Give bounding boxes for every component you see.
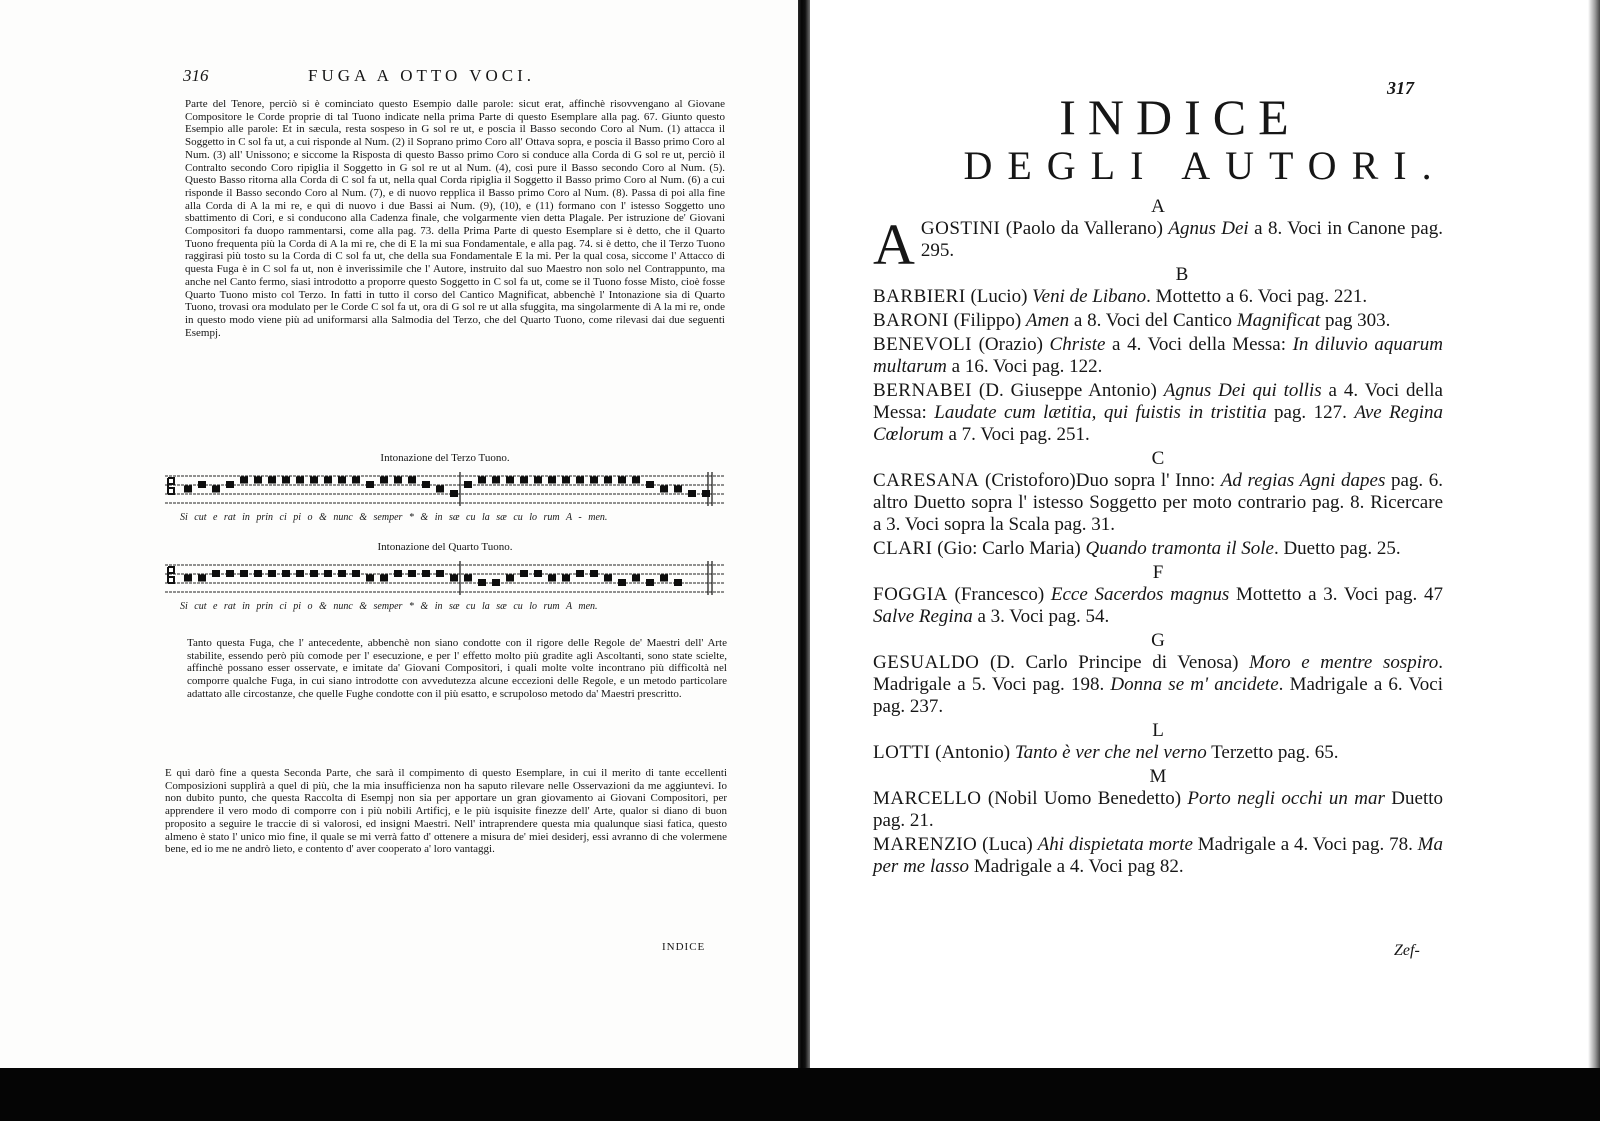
- index-entry: [873, 470, 1443, 536]
- author-detail: (Antonio): [930, 742, 1015, 763]
- work-title: Ecce Sacerdos magnus: [1050, 584, 1230, 605]
- neume-note: [184, 486, 192, 493]
- work-title: Ad regias Agni dapes: [1220, 470, 1386, 491]
- author-name: BARBIERI: [873, 286, 966, 307]
- neume-note: [660, 575, 668, 582]
- chant-example-terzo: [160, 452, 730, 523]
- work-title: Quando tramonta il Sole: [1085, 538, 1274, 559]
- neume-note: [324, 570, 332, 577]
- work-title: Ahi dispietata morte: [1037, 834, 1193, 855]
- drop-cap: A: [873, 212, 915, 277]
- neume-note: [310, 477, 318, 484]
- author-detail: (Orazio): [971, 334, 1050, 355]
- neume-note: [282, 570, 290, 577]
- entry-text: a 16. Voci pag. 122.: [946, 356, 1103, 377]
- work-title: In diluvio aquarum multarum: [873, 334, 1443, 377]
- entry-text: Terzetto pag. 65.: [1206, 742, 1339, 763]
- author-detail: (Filippo): [948, 310, 1026, 331]
- index-section-letter: L: [1152, 720, 1164, 741]
- neume-note: [394, 477, 402, 484]
- author-detail: (Nobil Uomo Benedetto): [981, 788, 1188, 809]
- author-detail: (Gio: Carlo Maria): [932, 538, 1086, 559]
- neume-note: [198, 481, 206, 488]
- book-gutter: [798, 0, 810, 1070]
- neume-note: [436, 570, 444, 577]
- entry-text: . Madrigale a 5. Voci pag. 198.: [873, 652, 1443, 695]
- index-entry: [873, 212, 1443, 277]
- index-section-letter: A: [1151, 196, 1165, 217]
- right-catchword: Zef-: [1394, 942, 1420, 959]
- author-index: [873, 196, 1443, 880]
- neume-note: [394, 570, 402, 577]
- neume-note: [688, 490, 696, 497]
- neume-note: [240, 570, 248, 577]
- index-title: INDICE: [1059, 89, 1301, 145]
- author-name: MARENZIO: [873, 834, 978, 855]
- work-title: Donna se m' ancidete: [1110, 674, 1279, 695]
- neume-note: [506, 575, 514, 582]
- neume-note: [492, 477, 500, 484]
- index-section-letter: M: [1149, 766, 1167, 787]
- index-section-letter: G: [1151, 630, 1165, 651]
- neume-note: [660, 486, 668, 493]
- entry-text: . Mottetto a 6. Voci pag. 221.: [1146, 286, 1368, 307]
- neume-note: [254, 570, 262, 577]
- author-name: GESUALDO: [873, 652, 980, 673]
- neume-note: [212, 486, 220, 493]
- neume-note: [492, 579, 500, 586]
- neume-note: [590, 570, 598, 577]
- neume-note: [366, 575, 374, 582]
- neume-note: [576, 477, 584, 484]
- neume-note: [436, 486, 444, 493]
- work-title: Porto negli occhi un mar: [1187, 788, 1385, 809]
- left-body-text: [185, 98, 725, 339]
- neume-note: [212, 570, 220, 577]
- neume-note: [352, 477, 360, 484]
- chant-lyrics: Si cut e rat in prin ci pi o & nunc & semper * & in sæ cu la sæ cu lo rum A men.: [180, 601, 598, 612]
- neume-note: [632, 477, 640, 484]
- chant-lyrics: Si cut e rat in prin ci pi o & nunc & semper * & in sæ cu la sæ cu lo rum A - men.: [180, 512, 608, 523]
- author-name: BERNABEI: [873, 380, 972, 401]
- work-title: Laudate cum lætitia, qui fuistis in tristitia: [934, 402, 1267, 423]
- left-running-head: [183, 66, 723, 90]
- chant-staff-icon: [160, 559, 730, 599]
- c-clef-icon: [168, 567, 174, 583]
- entry-text: Duetto pag. 21.: [873, 788, 1443, 831]
- neume-note: [408, 477, 416, 484]
- entry-text: Mottetto a 3. Voci pag. 47: [1229, 584, 1443, 605]
- index-entry: [873, 652, 1443, 718]
- chant-caption: Intonazione del Quarto Tuono.: [377, 541, 513, 553]
- author-detail: (Paolo da Vallerano): [1000, 218, 1169, 239]
- index-entry: [873, 380, 1443, 446]
- entry-text: Madrigale a 4. Voci pag 82.: [969, 856, 1184, 877]
- neume-note: [226, 481, 234, 488]
- neume-note: [450, 490, 458, 497]
- index-entry: [873, 286, 1443, 308]
- left-catchword: INDICE: [662, 941, 706, 953]
- neume-note: [268, 477, 276, 484]
- neume-note: [184, 575, 192, 582]
- index-entry: [873, 538, 1443, 560]
- neume-note: [268, 570, 276, 577]
- work-title: Ma per me lasso: [873, 834, 1443, 877]
- index-entry: [873, 834, 1443, 878]
- neume-note: [618, 579, 626, 586]
- neume-note: [380, 575, 388, 582]
- neume-note: [646, 579, 654, 586]
- c-clef-icon: [168, 478, 174, 494]
- neume-note: [310, 570, 318, 577]
- neume-note: [674, 579, 682, 586]
- neume-note: [296, 477, 304, 484]
- left-page-number: 316: [183, 66, 209, 85]
- right-page-number: 317: [1387, 78, 1414, 98]
- work-title: Agnus Dei: [1168, 218, 1249, 239]
- author-detail: (Francesco): [947, 584, 1051, 605]
- index-entry: [873, 788, 1443, 832]
- entry-text: pag. 6. altro Duetto sopra l' istesso Soggetto per moto contrario pag. 8. Ricercare a 3. Voci sopra la Scala pag. 31.: [873, 470, 1443, 535]
- work-title: Veni de Libano: [1032, 286, 1147, 307]
- neume-note: [464, 575, 472, 582]
- author-name: CLARI: [873, 538, 933, 559]
- neume-note: [240, 477, 248, 484]
- author-detail: (D. Carlo Principe di Venosa): [979, 652, 1250, 673]
- author-name: CARESANA: [873, 470, 980, 491]
- neume-note: [422, 481, 430, 488]
- work-title: Moro e mentre sospiro: [1249, 652, 1439, 673]
- neume-note: [450, 575, 458, 582]
- author-name: GOSTINI: [920, 218, 1001, 239]
- neume-note: [562, 575, 570, 582]
- index-section-letter: C: [1151, 448, 1165, 469]
- index-entry: [873, 310, 1443, 332]
- neume-note: [226, 570, 234, 577]
- neume-note: [520, 570, 528, 577]
- neume-note: [338, 477, 346, 484]
- index-section-letter: F: [1152, 562, 1164, 583]
- neume-note: [422, 570, 430, 577]
- author-name: MARCELLO: [873, 788, 982, 809]
- entry-text: Madrigale a 4. Voci pag. 78.: [1192, 834, 1418, 855]
- neume-note: [604, 575, 612, 582]
- entry-text: . Duetto pag. 25.: [1273, 538, 1401, 559]
- neume-note: [464, 481, 472, 488]
- neume-note: [296, 570, 304, 577]
- neume-note: [576, 570, 584, 577]
- neume-note: [506, 477, 514, 484]
- neume-note: [604, 477, 612, 484]
- author-name: BENEVOLI: [873, 334, 972, 355]
- neume-note: [548, 575, 556, 582]
- body-paragraph: Tanto questa Fuga, che l' antecedente, abbenchè non siano condotte con il rigore delle Regole de' Maestri dell' Arte stabilite, essendo però più comode per l' esecuzione, e per l' effetto molto più gradite agli Ascoltanti, sono state scielte, affinchè possano esser osservate, e imitate da' Giovani Compositori, i quali molte volte incontrano più difficoltà nel comporre qualche Fuga, in cui siano introdotte con avvedutezza alcune eccezioni delle Regole, e un metodo particolare adattato alle circostanze, che quelle Fughe condotte con il più esatto, e scrupoloso metodo da' Maestri prescritto.: [187, 637, 727, 700]
- neume-note: [590, 477, 598, 484]
- author-detail: (Luca): [977, 834, 1038, 855]
- neume-note: [548, 477, 556, 484]
- author-name: BARONI: [873, 310, 949, 331]
- entry-text: pag 303.: [1320, 310, 1391, 331]
- left-paragraph-3: [165, 767, 727, 856]
- index-entry: [873, 742, 1443, 764]
- neume-note: [478, 579, 486, 586]
- neume-note: [478, 477, 486, 484]
- work-title: Magnificat: [1236, 310, 1321, 331]
- author-detail: (D. Giuseppe Antonio): [972, 380, 1164, 401]
- neume-note: [324, 477, 332, 484]
- work-title: Tanto è ver che nel verno: [1014, 742, 1207, 763]
- neume-note: [562, 477, 570, 484]
- left-running-title: FUGA A OTTO VOCI.: [308, 66, 536, 85]
- neume-note: [534, 477, 542, 484]
- neume-note: [520, 477, 528, 484]
- neume-note: [408, 570, 416, 577]
- work-title: Agnus Dei qui tollis: [1163, 380, 1322, 401]
- neume-note: [702, 490, 710, 497]
- entry-text: Duo sopra l' Inno:: [1075, 470, 1221, 491]
- chant-example-quarto: [160, 541, 730, 612]
- author-name: LOTTI: [873, 742, 931, 763]
- neume-note: [282, 477, 290, 484]
- index-subtitle: DEGLI AUTORI.: [963, 143, 1447, 188]
- neume-note: [254, 477, 262, 484]
- chant-caption: Intonazione del Terzo Tuono.: [380, 452, 510, 464]
- entry-text: . Madrigale a 6. Voci pag. 237.: [873, 674, 1443, 717]
- scan-bottom-border: [0, 1068, 1600, 1121]
- chant-staff-icon: [160, 470, 730, 510]
- index-entry: [873, 584, 1443, 628]
- neume-note: [380, 477, 388, 484]
- entry-text: a 4. Voci della Messa:: [873, 380, 1443, 423]
- neume-note: [646, 481, 654, 488]
- neume-note: [338, 570, 346, 577]
- entry-text: a 4. Voci della Messa:: [1105, 334, 1293, 355]
- index-section-letter: B: [1175, 264, 1189, 285]
- neume-note: [618, 477, 626, 484]
- body-paragraph: Parte del Tenore, perciò si è cominciato questo Esempio dalle parole: sicut erat, affinchè risovvengano al Giovane Compositore le Corde proprie di tal Tuono indicate nella prima Parte di questo Esemplare alla pag. 67. Giunto questo Esempio alle parole: Et in sæcula, resta sospeso in G sol re ut, e poscia il Basso secondo Coro al Num. (1) attacca il Soggetto in C sol fa ut, a cui risponde al Num. (2) il Soprano primo Coro all' Ottava sopra, e poscia il Basso primo Coro al Num. (3) all' Unissono; e siccome la Risposta di questo Basso primo Coro si conduce alla Corda di G sol re ut, perciò il Contralto secondo Coro ripiglia il Soggetto in G sol re ut al Num. (4), così pure il Basso secondo Coro al Num. (5). Questo Basso ritorna alla Corda di C sol fa ut, nella qual Corda ripiglia il Soggetto il Basso primo Coro al Num. (6) a cui risponde il Basso secondo Coro al Num. (7), e di nuovo repplica il Basso primo Coro al Num. (8). Passa di poi alla fine alla Corda di A la mi re, e quì di nuovo i due Bassi ai Num. (9), (10), e (11) formano con l' istesso Soggetto uno sbattimento di Cori, e si conducono alla Cadenza finale, che volgarmente vien detta Plagale. Per istruzione de' Giovani Compositori fa duopo rammentarsi, come alla pag. 73. della Prima Parte di questo Esemplare si è detto, che il Quarto Tuono frequenta più la Corda di A la mi re, che di E la mi sua Fondamentale, e alla pag. 74. si è detto, che il Terzo Tuono raggirasi più tosto su la Corda di C sol fa ut, che della sua Fondamentale E la mi. Per la qual cosa, siccome l' Attacco di questa Fuga è in C sol fa ut, non è inverissimile che l' Autore, instruito dal suo Maestro non solo nel Contrappunto, ma anche nel Canto fermo, siasi introdotto a proporre questo Soggetto in C sol fa ut, come se il Tuono fosse Misto, cioè fosse Quarto Tuono misto col Terzo. In fatti in tutto il corso del Cantico Magnificat, abbenchè l' Intonazione sia di Quarto Tuono, trovasi ora modulato per le Corde C sol fa ut, ora di G sol re ut alla sfuggita, ma singolarmente di A la mi re, onde in questo modo viene più ad uniformarsi alla Salmodia del Terzo, che del Quarto Tuono, come rilevasi dai due seguenti Esempj.: [185, 98, 725, 339]
- body-paragraph: E quì darò fine a questa Seconda Parte, che sarà il compimento di questo Esemplare, in cui il merito di tante eccellenti Composizioni supplirà a quel di più, che la mia insufficienza non ha saputo rilevare nelle Osservazioni da me aggiuntevi. Io non dubito punto, che questa Raccolta di Esempj non sia per apportare un gran giovamento ai Giovani Compositori, per apprendere il vero modo di comporre con i più nobili Artificj, e le più isquisite finezze dell' Arte, qualor si diano di buon proposito a seguire le traccie di sì valorosi, ed insigni Maestri. Nell' intraprendere questa mia qualunque siasi fatica, questo almeno è stato l' unico mio fine, il quale se mi verrà fatto d' ottenere a misura de' miei desiderj, essi avranno di che volermene bene, ed io me ne andrò lieto, e contento d' aver cooperato a' loro vantaggi.: [165, 767, 727, 856]
- neume-note: [534, 570, 542, 577]
- index-entry: [873, 334, 1443, 378]
- work-title: Ave Regina Cœlorum: [873, 402, 1443, 445]
- work-title: Christe: [1049, 334, 1106, 355]
- entry-text: a 8. Voci del Cantico: [1069, 310, 1237, 331]
- author-detail: (Cristoforo): [979, 470, 1076, 491]
- neume-note: [674, 486, 682, 493]
- neume-note: [352, 570, 360, 577]
- neume-note: [366, 481, 374, 488]
- entry-text: a 7. Voci pag. 251.: [943, 424, 1090, 445]
- work-title: Salve Regina: [873, 606, 973, 627]
- neume-note: [632, 575, 640, 582]
- left-paragraph-2: [187, 637, 727, 701]
- neume-note: [198, 575, 206, 582]
- entry-text: a 3. Voci pag. 54.: [972, 606, 1110, 627]
- entry-text: pag. 127.: [1266, 402, 1355, 423]
- entry-text: a 8. Voci in Canone pag. 295.: [920, 218, 1443, 261]
- author-detail: (Lucio): [965, 286, 1033, 307]
- author-name: FOGGIA: [873, 584, 948, 605]
- work-title: Amen: [1025, 310, 1070, 331]
